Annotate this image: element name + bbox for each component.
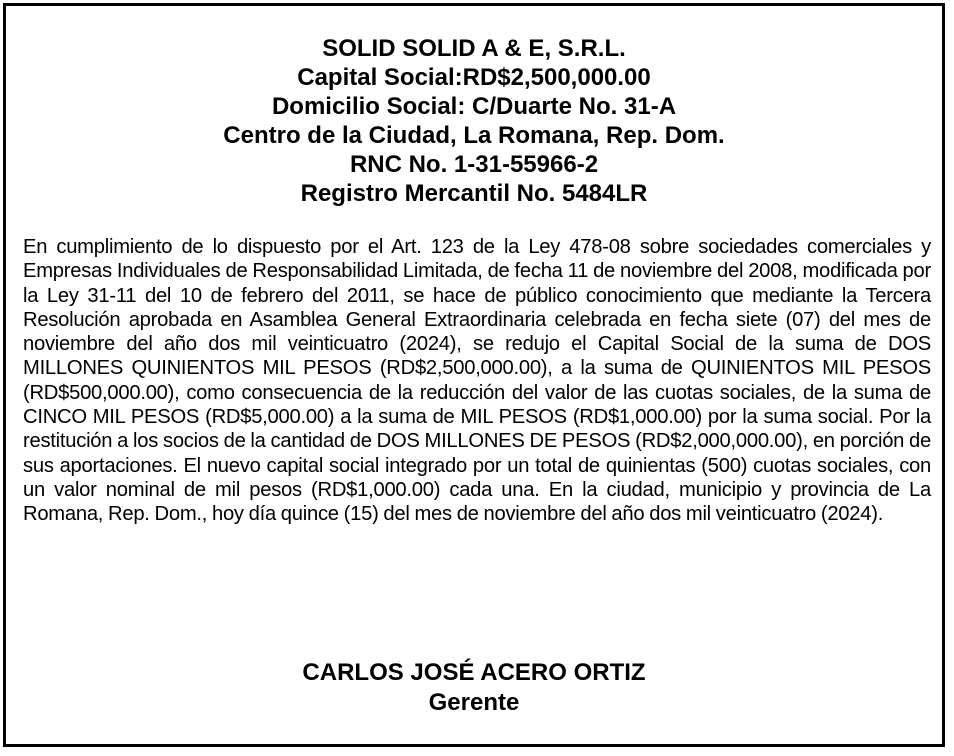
registry-line: Registro Mercantil No. 5484LR: [300, 180, 648, 207]
notice-header: [6, 34, 942, 208]
notice-frame: [3, 3, 945, 747]
signature-block: [6, 658, 942, 718]
domicile-line: Domicilio Social: C/Duarte No. 31-A: [271, 93, 677, 120]
signatory-name: CARLOS JOSÉ ACERO ORTIZ: [302, 659, 646, 686]
rnc-line: RNC No. 1-31-55966-2: [349, 151, 599, 178]
capital-line: Capital Social:RD$2,500,000.00: [297, 64, 651, 91]
signatory-title: Gerente: [428, 689, 520, 716]
location-line: Centro de la Ciudad, La Romana, Rep. Dom.: [223, 122, 725, 149]
notice-body: En cumplimiento de lo dispuesto por el Art. 123 de la Ley 478-08 sobre sociedades comerciales y Empresas Individuales de Responsabilidad Limitada, de fecha 11 de noviembre del 2008, modificada por la Ley 31-11 del 10 de febrero del 2011, se hace de público conocimiento que mediante la Tercera Resolución aprobada en Asamblea General Extraordinaria celebrada en fecha siete (07) del mes de noviembre del año dos mil veinticuatro (2024), se redujo el Capital Social de la suma de DOS MILLONES QUINIENTOS MIL PESOS (RD$2,500,000.00), a la suma de QUINIENTOS MIL PESOS (RD$500,000.00), como consecuencia de la reducción del valor de las cuotas sociales, de la suma de CINCO MIL PESOS (RD$5,000.00) a la suma de MIL PESOS (RD$1,000.00) por la suma social. Por la restitución a los socios de la cantidad de DOS MILLONES DE PESOS (RD$2,000,000.00), en porción de sus aportaciones. El nuevo capital social integrado por un total de quinientas (500) cuotas sociales, con un valor nominal de mil pesos (RD$1,000.00) cada una. En la ciudad, municipio y provincia de La Romana, Rep. Dom., hoy día quince (15) del mes de noviembre del año dos mil veinticuatro (2024).: [23, 236, 931, 526]
company-name: SOLID SOLID A & E, S.R.L.: [322, 35, 626, 62]
